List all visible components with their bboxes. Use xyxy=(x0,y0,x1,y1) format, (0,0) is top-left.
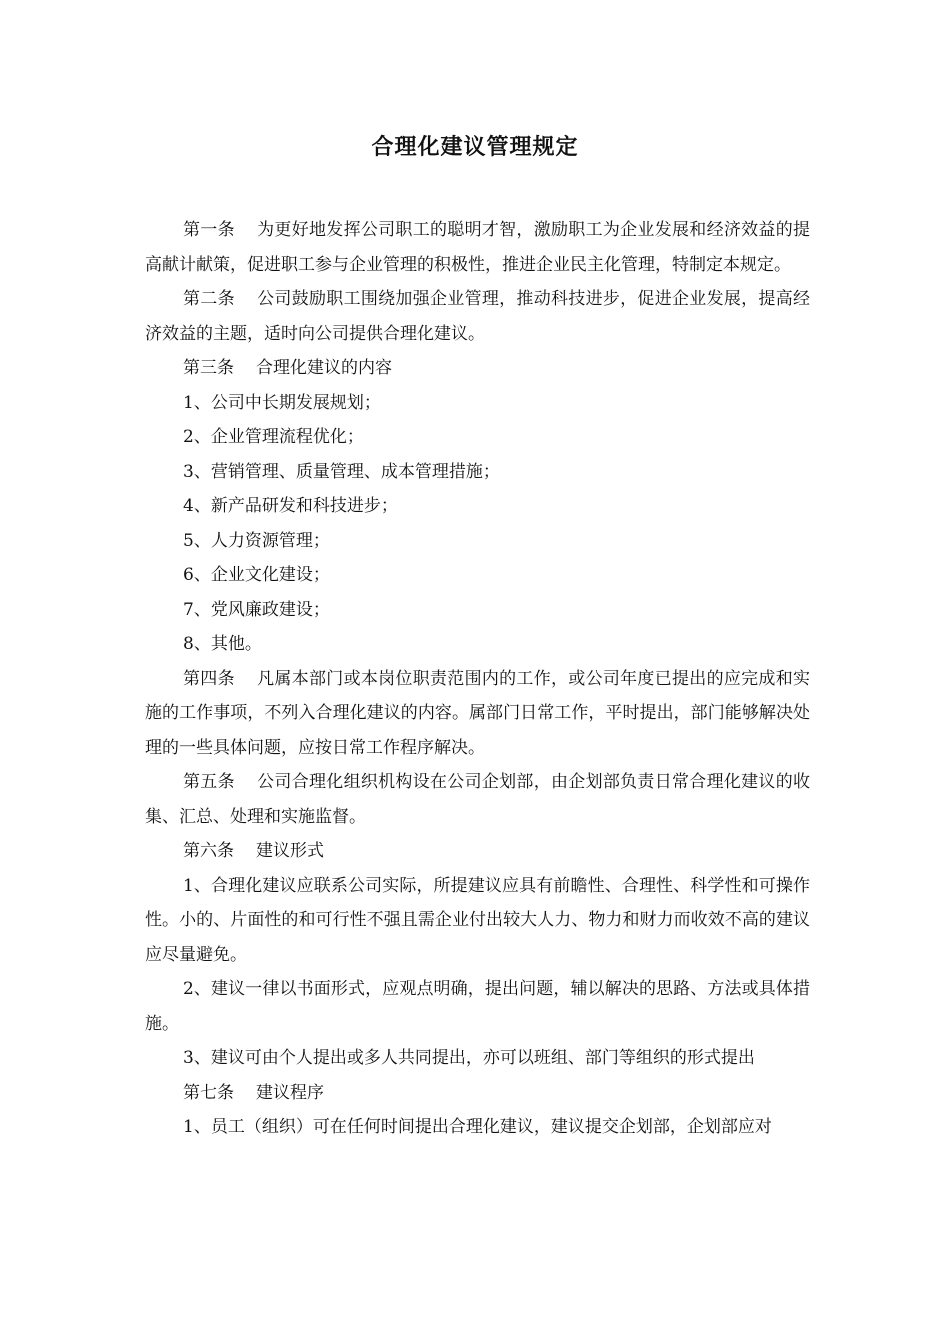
article-5 xyxy=(145,765,810,834)
list-item: 1、合理化建议应联系公司实际，所提建议应具有前瞻性、合理性、科学性和可操作性。小的、片面性的和可行性不强且需企业付出较大人力、物力和财力而收效不高的建议应尽量避免。 xyxy=(145,875,810,965)
article-label: 第五条 xyxy=(183,772,235,792)
list-item: 1、员工（组织）可在任何时间提出合理化建议，建议提交企划部，企划部应对 xyxy=(183,1117,772,1137)
article-text: 为更好地发挥公司职工的聪明才智，激励职工为企业发展和经济效益的提高献计献策，促进职工参与企业管理的积极性，推进企业民主化管理，特制定本规定。 xyxy=(145,220,811,275)
list-item: 3、营销管理、质量管理、成本管理措施； xyxy=(183,461,500,482)
article-label: 第六条 xyxy=(183,841,234,861)
list-item: 1、公司中长期发展规划； xyxy=(183,392,381,413)
article-text: 建议程序 xyxy=(256,1082,324,1103)
article-label: 第三条 xyxy=(183,358,234,378)
list-item: 8、其他。 xyxy=(183,634,262,654)
list-item: 4、新产品研发和科技进步； xyxy=(183,496,398,516)
article-6 xyxy=(145,834,810,869)
article-label: 第二条 xyxy=(183,289,235,309)
article-label: 第一条 xyxy=(183,220,235,240)
article-text: 合理化建议的内容 xyxy=(256,358,392,378)
article-3 xyxy=(145,351,810,386)
article-label: 第四条 xyxy=(183,668,235,689)
list-item: 5、人力资源管理； xyxy=(183,530,330,551)
article-4 xyxy=(145,662,810,766)
list-item: 6、企业文化建设； xyxy=(183,565,330,585)
article-2 xyxy=(145,282,810,351)
article-label: 第七条 xyxy=(183,1082,234,1103)
document-body xyxy=(145,213,810,1145)
list-item: 7、党风廉政建设； xyxy=(183,599,330,620)
article-1 xyxy=(145,213,810,282)
article-text: 建议形式 xyxy=(256,841,324,861)
article-text: 凡属本部门或本岗位职责范围内的工作，或公司年度已提出的应完成和实施的工作事项，不列入合理化建议的内容。属部门日常工作，平时提出，部门能够解决处理的一些具体问题，应按日常工作程序解决。 xyxy=(145,668,811,758)
article-text: 公司鼓励职工围绕加强企业管理，推动科技进步，促进企业发展，提高经济效益的主题，适时向公司提供合理化建议。 xyxy=(145,289,811,344)
list-item: 3、建议可由个人提出或多人共同提出，亦可以班组、部门等组织的形式提出 xyxy=(183,1048,755,1068)
document-title: 合理化建议管理规定 xyxy=(371,135,579,160)
list-item: 2、建议一律以书面形式，应观点明确，提出问题，辅以解决的思路、方法或具体措施。 xyxy=(145,979,810,1034)
article-text: 公司合理化组织机构设在公司企划部，由企划部负责日常合理化建议的收集、汇总、处理和实施监督。 xyxy=(145,772,811,827)
article-7 xyxy=(145,1076,810,1111)
list-item: 2、企业管理流程优化； xyxy=(183,427,364,447)
